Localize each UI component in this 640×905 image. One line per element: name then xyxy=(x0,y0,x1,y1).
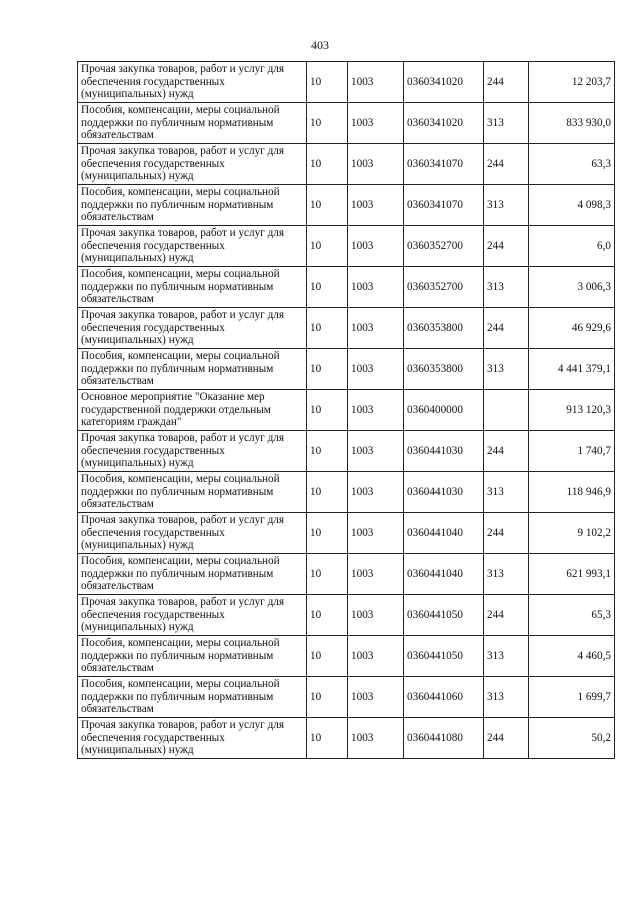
row-subsection-cell: 1003 xyxy=(348,308,404,349)
row-subsection-cell: 1003 xyxy=(348,513,404,554)
row-target-cell: 0360400000 xyxy=(404,390,484,431)
row-target-cell: 0360353800 xyxy=(404,349,484,390)
row-name-cell: Прочая закупка товаров, работ и услуг для обеспечения государственных (муниципальных) нужд xyxy=(78,144,307,185)
row-section-cell: 10 xyxy=(307,226,348,267)
row-section-cell: 10 xyxy=(307,431,348,472)
row-subsection-cell: 1003 xyxy=(348,677,404,718)
table-row xyxy=(78,595,615,636)
row-amount-cell: 118 946,9 xyxy=(529,472,615,513)
row-expense-type-cell: 313 xyxy=(484,677,529,718)
row-section-cell: 10 xyxy=(307,554,348,595)
row-target-cell: 0360352700 xyxy=(404,226,484,267)
row-section-cell: 10 xyxy=(307,103,348,144)
table-row xyxy=(78,472,615,513)
table-body xyxy=(78,62,615,759)
row-name-cell: Пособия, компенсации, меры социальной поддержки по публичным нормативным обязательствам xyxy=(78,554,307,595)
row-amount-cell: 9 102,2 xyxy=(529,513,615,554)
table-row xyxy=(78,349,615,390)
row-subsection-cell: 1003 xyxy=(348,718,404,759)
row-name-cell: Основное мероприятие "Оказание мер государственной поддержки отдельным категориям граждан" xyxy=(78,390,307,431)
row-amount-cell: 1 699,7 xyxy=(529,677,615,718)
row-amount-cell: 4 098,3 xyxy=(529,185,615,226)
table-row xyxy=(78,718,615,759)
table-row xyxy=(78,308,615,349)
row-section-cell: 10 xyxy=(307,677,348,718)
row-subsection-cell: 1003 xyxy=(348,390,404,431)
row-amount-cell: 3 006,3 xyxy=(529,267,615,308)
row-name-cell: Прочая закупка товаров, работ и услуг для обеспечения государственных (муниципальных) нужд xyxy=(78,595,307,636)
row-target-cell: 0360341020 xyxy=(404,62,484,103)
row-section-cell: 10 xyxy=(307,308,348,349)
row-name-cell: Прочая закупка товаров, работ и услуг для обеспечения государственных (муниципальных) нужд xyxy=(78,431,307,472)
row-subsection-cell: 1003 xyxy=(348,554,404,595)
budget-table xyxy=(77,61,615,759)
table-row xyxy=(78,390,615,431)
row-amount-cell: 12 203,7 xyxy=(529,62,615,103)
row-subsection-cell: 1003 xyxy=(348,144,404,185)
row-expense-type-cell: 244 xyxy=(484,431,529,472)
row-subsection-cell: 1003 xyxy=(348,636,404,677)
row-section-cell: 10 xyxy=(307,267,348,308)
row-amount-cell: 50,2 xyxy=(529,718,615,759)
row-expense-type-cell: 313 xyxy=(484,636,529,677)
row-section-cell: 10 xyxy=(307,349,348,390)
row-subsection-cell: 1003 xyxy=(348,267,404,308)
row-section-cell: 10 xyxy=(307,185,348,226)
row-expense-type-cell: 313 xyxy=(484,267,529,308)
row-name-cell: Прочая закупка товаров, работ и услуг для обеспечения государственных (муниципальных) нужд xyxy=(78,718,307,759)
row-section-cell: 10 xyxy=(307,513,348,554)
row-name-cell: Пособия, компенсации, меры социальной поддержки по публичным нормативным обязательствам xyxy=(78,267,307,308)
row-subsection-cell: 1003 xyxy=(348,431,404,472)
table-row xyxy=(78,677,615,718)
row-target-cell: 0360341020 xyxy=(404,103,484,144)
row-target-cell: 0360353800 xyxy=(404,308,484,349)
row-subsection-cell: 1003 xyxy=(348,185,404,226)
row-name-cell: Пособия, компенсации, меры социальной поддержки по публичным нормативным обязательствам xyxy=(78,185,307,226)
row-expense-type-cell: 244 xyxy=(484,718,529,759)
row-amount-cell: 621 993,1 xyxy=(529,554,615,595)
row-amount-cell: 4 460,5 xyxy=(529,636,615,677)
row-expense-type-cell: 313 xyxy=(484,349,529,390)
row-subsection-cell: 1003 xyxy=(348,62,404,103)
row-target-cell: 0360341070 xyxy=(404,144,484,185)
row-amount-cell: 4 441 379,1 xyxy=(529,349,615,390)
table-row xyxy=(78,636,615,677)
row-section-cell: 10 xyxy=(307,62,348,103)
page-number: 403 xyxy=(311,38,329,52)
table-row xyxy=(78,431,615,472)
row-subsection-cell: 1003 xyxy=(348,349,404,390)
row-subsection-cell: 1003 xyxy=(348,472,404,513)
row-target-cell: 0360441030 xyxy=(404,472,484,513)
table-row xyxy=(78,267,615,308)
row-target-cell: 0360441030 xyxy=(404,431,484,472)
row-section-cell: 10 xyxy=(307,595,348,636)
row-target-cell: 0360441050 xyxy=(404,595,484,636)
row-name-cell: Прочая закупка товаров, работ и услуг для обеспечения государственных (муниципальных) нужд xyxy=(78,226,307,267)
row-expense-type-cell: 244 xyxy=(484,595,529,636)
table-row xyxy=(78,185,615,226)
row-target-cell: 0360441060 xyxy=(404,677,484,718)
row-amount-cell: 833 930,0 xyxy=(529,103,615,144)
table-row xyxy=(78,226,615,267)
row-name-cell: Пособия, компенсации, меры социальной поддержки по публичным нормативным обязательствам xyxy=(78,103,307,144)
row-expense-type-cell: 313 xyxy=(484,103,529,144)
row-expense-type-cell: 244 xyxy=(484,308,529,349)
row-target-cell: 0360441050 xyxy=(404,636,484,677)
row-name-cell: Пособия, компенсации, меры социальной поддержки по публичным нормативным обязательствам xyxy=(78,677,307,718)
row-target-cell: 0360352700 xyxy=(404,267,484,308)
table-row xyxy=(78,554,615,595)
row-expense-type-cell: 244 xyxy=(484,513,529,554)
row-amount-cell: 63,3 xyxy=(529,144,615,185)
row-expense-type-cell xyxy=(484,390,529,431)
row-target-cell: 0360441040 xyxy=(404,554,484,595)
row-name-cell: Прочая закупка товаров, работ и услуг для обеспечения государственных (муниципальных) нужд xyxy=(78,513,307,554)
row-subsection-cell: 1003 xyxy=(348,103,404,144)
row-name-cell: Пособия, компенсации, меры социальной поддержки по публичным нормативным обязательствам xyxy=(78,636,307,677)
row-target-cell: 0360341070 xyxy=(404,185,484,226)
row-amount-cell: 1 740,7 xyxy=(529,431,615,472)
row-section-cell: 10 xyxy=(307,144,348,185)
row-name-cell: Пособия, компенсации, меры социальной поддержки по публичным нормативным обязательствам xyxy=(78,349,307,390)
row-name-cell: Пособия, компенсации, меры социальной поддержки по публичным нормативным обязательствам xyxy=(78,472,307,513)
row-section-cell: 10 xyxy=(307,718,348,759)
row-amount-cell: 913 120,3 xyxy=(529,390,615,431)
row-section-cell: 10 xyxy=(307,636,348,677)
row-target-cell: 0360441040 xyxy=(404,513,484,554)
row-amount-cell: 46 929,6 xyxy=(529,308,615,349)
table-row xyxy=(78,144,615,185)
row-subsection-cell: 1003 xyxy=(348,595,404,636)
row-name-cell: Прочая закупка товаров, работ и услуг для обеспечения государственных (муниципальных) нужд xyxy=(78,308,307,349)
row-expense-type-cell: 244 xyxy=(484,144,529,185)
row-amount-cell: 65,3 xyxy=(529,595,615,636)
row-expense-type-cell: 244 xyxy=(484,226,529,267)
row-expense-type-cell: 313 xyxy=(484,185,529,226)
row-expense-type-cell: 244 xyxy=(484,62,529,103)
row-name-cell: Прочая закупка товаров, работ и услуг для обеспечения государственных (муниципальных) нужд xyxy=(78,62,307,103)
row-target-cell: 0360441080 xyxy=(404,718,484,759)
table-row xyxy=(78,62,615,103)
row-amount-cell: 6,0 xyxy=(529,226,615,267)
row-expense-type-cell: 313 xyxy=(484,554,529,595)
table-row xyxy=(78,513,615,554)
row-section-cell: 10 xyxy=(307,390,348,431)
row-expense-type-cell: 313 xyxy=(484,472,529,513)
row-subsection-cell: 1003 xyxy=(348,226,404,267)
table-row xyxy=(78,103,615,144)
row-section-cell: 10 xyxy=(307,472,348,513)
